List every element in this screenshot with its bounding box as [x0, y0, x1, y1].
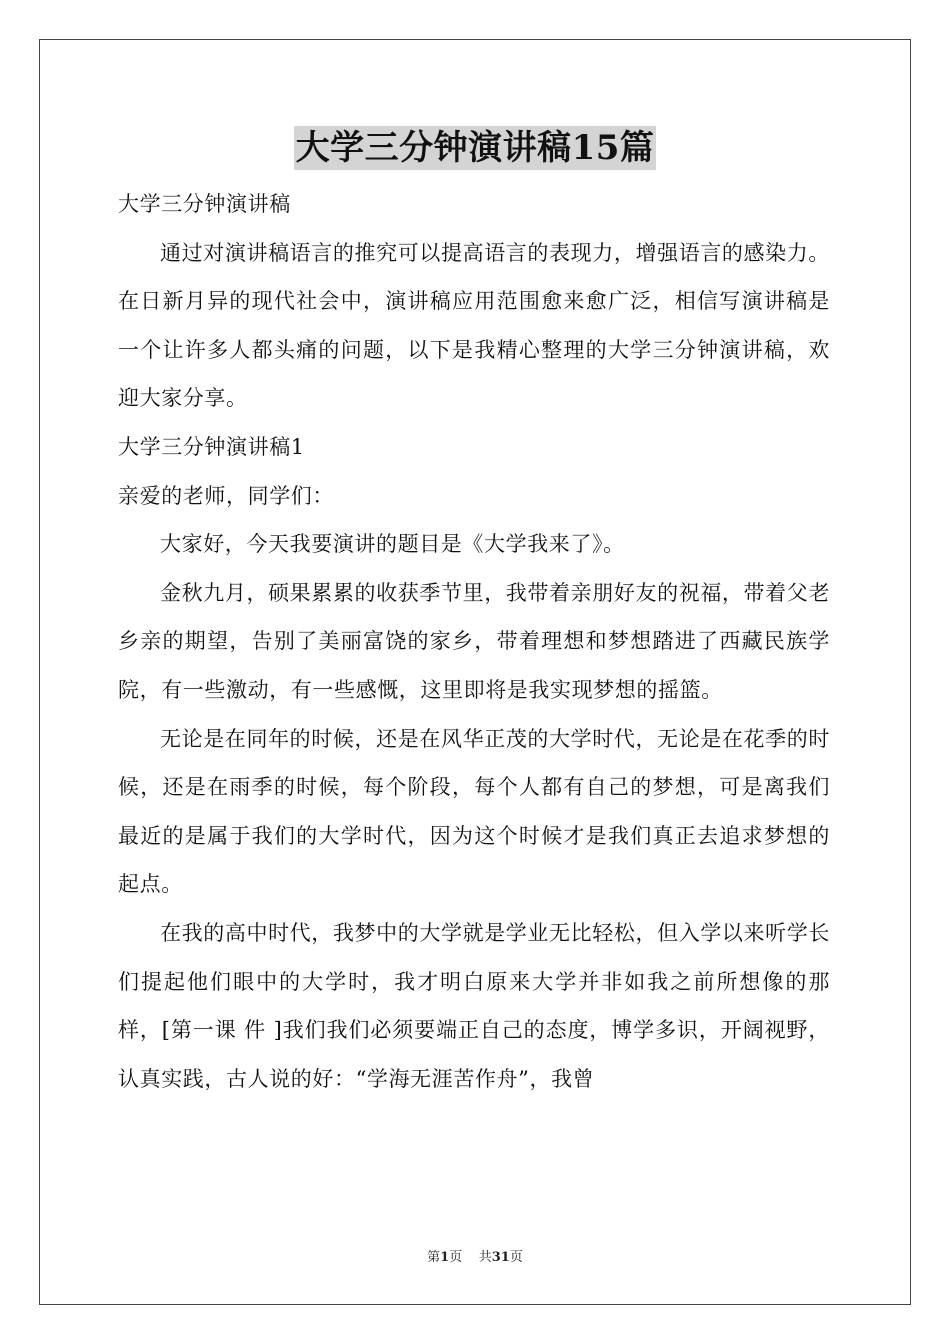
document-body: [118, 180, 830, 1103]
total-pages: 31: [491, 1250, 510, 1265]
body-paragraph: 大家好，今天我要演讲的题目是《大学我来了》。: [160, 532, 625, 557]
speech-heading: 大学三分钟演讲稿1: [118, 434, 305, 459]
page-prefix: 第: [427, 1250, 441, 1265]
page-suffix: 页: [449, 1250, 463, 1265]
body-paragraph: 无论是在同年的时候，还是在风华正茂的大学时代，无论是在花季的时候，还是在雨季的时候，每个阶段，每个人都有自己的梦想，可是离我们最近的是属于我们的大学时代，因为这个时候才是我们真正去追求梦想的起点。: [118, 726, 830, 897]
body-paragraph: 金秋九月，硕果累累的收获季节里，我带着亲朋好友的祝福，带着父老乡亲的期望，告别了美丽富饶的家乡，带着理想和梦想踏进了西藏民族学院，有一些激动，有一些感慨，这里即将是我实现梦想的摇篮。: [118, 580, 830, 702]
page-footer: [0, 1246, 950, 1265]
total-suffix: 页: [509, 1250, 523, 1265]
section-heading: 大学三分钟演讲稿: [118, 192, 291, 216]
total-prefix: 共: [478, 1250, 492, 1265]
document-title: 大学三分钟演讲稿15篇: [295, 128, 655, 168]
page-number: 1: [440, 1250, 450, 1265]
salutation: 亲爱的老师，同学们：: [118, 483, 334, 508]
intro-paragraph: 通过对演讲稿语言的推究可以提高语言的表现力，增强语言的感染力。在日新月异的现代社会中，演讲稿应用范围愈来愈广泛，相信写演讲稿是一个让许多人都头痛的问题，以下是我精心整理的大学三分钟演讲稿，欢迎大家分享。: [118, 240, 830, 411]
title-container: [0, 126, 950, 170]
body-paragraph: 在我的高中时代，我梦中的大学就是学业无比轻松，但入学以来听学长们提起他们眼中的大学时，我才明白原来大学并非如我之前所想像的那样，[第一课 件 ]我们我们必须要端正自己的态度，博学多识，开阔视野，认真实践，古人说的好：“学海无涯苦作舟”，我曾: [118, 920, 830, 1091]
